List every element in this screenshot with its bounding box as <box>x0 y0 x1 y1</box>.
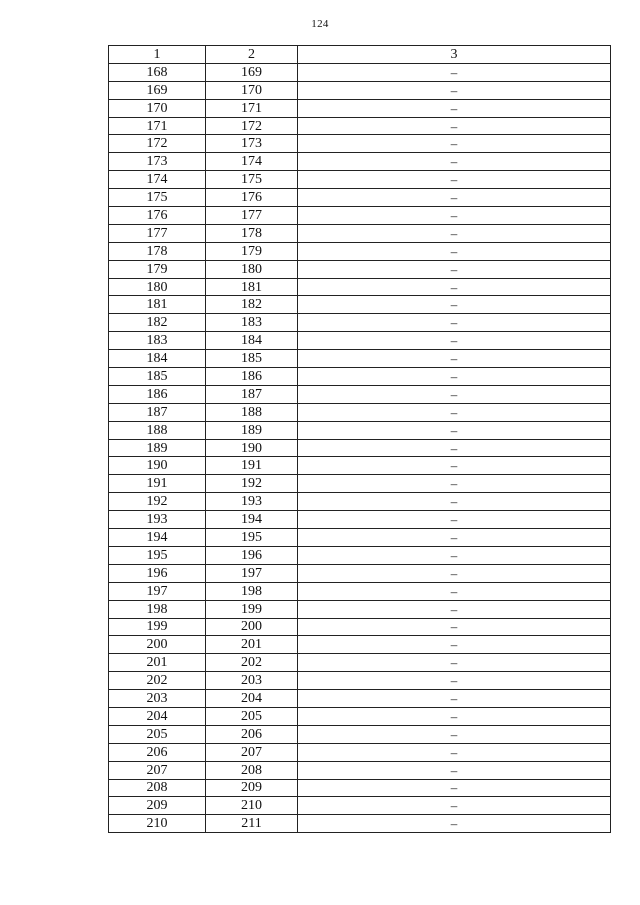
table-row <box>109 511 611 529</box>
table-cell-col-3: – <box>298 171 611 189</box>
table-cell-col-2: 201 <box>206 636 298 654</box>
table-cell-col-3: – <box>298 600 611 618</box>
table-cell-col-1: 174 <box>109 171 206 189</box>
table-cell-col-1: 188 <box>109 421 206 439</box>
table-cell-col-2: 169 <box>206 63 298 81</box>
table-cell-col-1: 191 <box>109 475 206 493</box>
page-number: 124 <box>311 18 329 30</box>
table-cell-col-3: – <box>298 439 611 457</box>
table-row <box>109 493 611 511</box>
table-cell-col-2: 177 <box>206 207 298 225</box>
table-row <box>109 260 611 278</box>
table-cell-col-2: 208 <box>206 761 298 779</box>
table-cell-col-1: 200 <box>109 636 206 654</box>
table-cell-col-1: 175 <box>109 189 206 207</box>
table-cell-col-2: 207 <box>206 743 298 761</box>
table-cell-col-1: 171 <box>109 117 206 135</box>
table-cell-col-3: – <box>298 815 611 833</box>
table-cell-col-1: 182 <box>109 314 206 332</box>
table-cell-col-1: 181 <box>109 296 206 314</box>
table-cell-col-2: 173 <box>206 135 298 153</box>
table-cell-col-3: – <box>298 332 611 350</box>
table-cell-col-1: 196 <box>109 564 206 582</box>
table-cell-col-2: 184 <box>206 332 298 350</box>
table-cell-col-2: 195 <box>206 529 298 547</box>
table-cell-col-2: 172 <box>206 117 298 135</box>
table-cell-col-3: – <box>298 493 611 511</box>
table-cell-col-1: 203 <box>109 690 206 708</box>
table-cell-col-1: 190 <box>109 457 206 475</box>
table-cell-col-2: 199 <box>206 600 298 618</box>
table-row <box>109 797 611 815</box>
table-cell-col-3: – <box>298 117 611 135</box>
table-cell-col-3: – <box>298 725 611 743</box>
table-cell-col-2: 197 <box>206 564 298 582</box>
table-row <box>109 403 611 421</box>
table-cell-col-1: 208 <box>109 779 206 797</box>
column-header-3: 3 <box>298 46 611 64</box>
table-row <box>109 779 611 797</box>
table-cell-col-3: – <box>298 153 611 171</box>
table-row <box>109 332 611 350</box>
table-cell-col-1: 173 <box>109 153 206 171</box>
table-cell-col-1: 179 <box>109 260 206 278</box>
table-cell-col-3: – <box>298 99 611 117</box>
table-row <box>109 761 611 779</box>
table-row <box>109 600 611 618</box>
table-cell-col-3: – <box>298 475 611 493</box>
table-cell-col-3: – <box>298 135 611 153</box>
table-row <box>109 725 611 743</box>
table-row <box>109 385 611 403</box>
table-row <box>109 654 611 672</box>
table-row <box>109 296 611 314</box>
table-cell-col-1: 169 <box>109 81 206 99</box>
table-cell-col-2: 210 <box>206 797 298 815</box>
table-cell-col-2: 203 <box>206 672 298 690</box>
table-cell-col-2: 179 <box>206 242 298 260</box>
table-header <box>109 46 611 64</box>
table-cell-col-1: 205 <box>109 725 206 743</box>
table-cell-col-2: 193 <box>206 493 298 511</box>
table-cell-col-2: 206 <box>206 725 298 743</box>
table-cell-col-1: 192 <box>109 493 206 511</box>
table-cell-col-2: 180 <box>206 260 298 278</box>
table-row <box>109 63 611 81</box>
table-cell-col-1: 206 <box>109 743 206 761</box>
table-cell-col-2: 204 <box>206 690 298 708</box>
table-cell-col-3: – <box>298 690 611 708</box>
table-row <box>109 171 611 189</box>
table-cell-col-3: – <box>298 314 611 332</box>
table-cell-col-2: 185 <box>206 350 298 368</box>
table-cell-col-3: – <box>298 797 611 815</box>
table-cell-col-2: 205 <box>206 707 298 725</box>
table-cell-col-3: – <box>298 81 611 99</box>
table-row <box>109 439 611 457</box>
table-cell-col-3: – <box>298 189 611 207</box>
table-cell-col-3: – <box>298 529 611 547</box>
table-row <box>109 564 611 582</box>
table-cell-col-2: 176 <box>206 189 298 207</box>
table-row <box>109 278 611 296</box>
header-row <box>109 46 611 64</box>
table-cell-col-1: 202 <box>109 672 206 690</box>
table-cell-col-1: 207 <box>109 761 206 779</box>
table-cell-col-2: 174 <box>206 153 298 171</box>
table-cell-col-1: 185 <box>109 368 206 386</box>
table-row <box>109 815 611 833</box>
table-row <box>109 350 611 368</box>
table-body <box>109 63 611 832</box>
table-row <box>109 690 611 708</box>
table-row <box>109 475 611 493</box>
table-cell-col-3: – <box>298 707 611 725</box>
table-row <box>109 707 611 725</box>
table-cell-col-1: 189 <box>109 439 206 457</box>
table-cell-col-2: 190 <box>206 439 298 457</box>
table-cell-col-2: 192 <box>206 475 298 493</box>
table-row <box>109 529 611 547</box>
table-row <box>109 189 611 207</box>
table-row <box>109 368 611 386</box>
table-cell-col-1: 172 <box>109 135 206 153</box>
table-cell-col-1: 176 <box>109 207 206 225</box>
table-cell-col-1: 184 <box>109 350 206 368</box>
column-header-1: 1 <box>109 46 206 64</box>
table-cell-col-3: – <box>298 242 611 260</box>
table-cell-col-1: 186 <box>109 385 206 403</box>
table-cell-col-3: – <box>298 296 611 314</box>
table-cell-col-1: 180 <box>109 278 206 296</box>
table-cell-col-2: 198 <box>206 582 298 600</box>
table-row <box>109 81 611 99</box>
table-row <box>109 618 611 636</box>
table-cell-col-3: – <box>298 260 611 278</box>
table-cell-col-2: 186 <box>206 368 298 386</box>
table-cell-col-1: 209 <box>109 797 206 815</box>
table-cell-col-3: – <box>298 743 611 761</box>
table-row <box>109 224 611 242</box>
table-cell-col-2: 200 <box>206 618 298 636</box>
table-cell-col-2: 175 <box>206 171 298 189</box>
table-cell-col-1: 170 <box>109 99 206 117</box>
table-cell-col-2: 182 <box>206 296 298 314</box>
table-cell-col-1: 199 <box>109 618 206 636</box>
table-cell-col-3: – <box>298 654 611 672</box>
table-row <box>109 636 611 654</box>
column-header-2: 2 <box>206 46 298 64</box>
table-row <box>109 135 611 153</box>
table-cell-col-3: – <box>298 385 611 403</box>
table-cell-col-3: – <box>298 368 611 386</box>
table-cell-col-3: – <box>298 511 611 529</box>
table-row <box>109 582 611 600</box>
table-row <box>109 242 611 260</box>
table-cell-col-2: 178 <box>206 224 298 242</box>
table-cell-col-3: – <box>298 618 611 636</box>
table-cell-col-2: 209 <box>206 779 298 797</box>
table-row <box>109 314 611 332</box>
table-cell-col-2: 191 <box>206 457 298 475</box>
table-cell-col-2: 189 <box>206 421 298 439</box>
table-cell-col-2: 181 <box>206 278 298 296</box>
table-cell-col-1: 197 <box>109 582 206 600</box>
table-cell-col-1: 177 <box>109 224 206 242</box>
table-cell-col-3: – <box>298 582 611 600</box>
table-row <box>109 546 611 564</box>
table-cell-col-3: – <box>298 403 611 421</box>
data-table <box>108 45 611 833</box>
table-cell-col-1: 178 <box>109 242 206 260</box>
table-row <box>109 117 611 135</box>
table-cell-col-2: 171 <box>206 99 298 117</box>
table-cell-col-1: 194 <box>109 529 206 547</box>
table-row <box>109 743 611 761</box>
table-cell-col-3: – <box>298 546 611 564</box>
table-cell-col-1: 210 <box>109 815 206 833</box>
table-cell-col-1: 204 <box>109 707 206 725</box>
table-cell-col-3: – <box>298 636 611 654</box>
table-row <box>109 99 611 117</box>
table-cell-col-3: – <box>298 779 611 797</box>
table-cell-col-3: – <box>298 207 611 225</box>
table-row <box>109 672 611 690</box>
table-cell-col-2: 183 <box>206 314 298 332</box>
table-cell-col-2: 188 <box>206 403 298 421</box>
table-row <box>109 421 611 439</box>
table-cell-col-3: – <box>298 564 611 582</box>
table-row <box>109 207 611 225</box>
table-cell-col-1: 187 <box>109 403 206 421</box>
table-cell-col-2: 196 <box>206 546 298 564</box>
table-cell-col-1: 195 <box>109 546 206 564</box>
table-cell-col-3: – <box>298 421 611 439</box>
table-cell-col-3: – <box>298 672 611 690</box>
table-cell-col-3: – <box>298 224 611 242</box>
table-row <box>109 153 611 171</box>
table-cell-col-3: – <box>298 63 611 81</box>
table-cell-col-2: 194 <box>206 511 298 529</box>
table-cell-col-2: 170 <box>206 81 298 99</box>
table-cell-col-1: 193 <box>109 511 206 529</box>
table-cell-col-3: – <box>298 278 611 296</box>
table-cell-col-1: 168 <box>109 63 206 81</box>
table-cell-col-3: – <box>298 350 611 368</box>
table-cell-col-3: – <box>298 457 611 475</box>
table-cell-col-3: – <box>298 761 611 779</box>
table-cell-col-1: 201 <box>109 654 206 672</box>
table-cell-col-1: 198 <box>109 600 206 618</box>
table-cell-col-2: 187 <box>206 385 298 403</box>
table-cell-col-2: 211 <box>206 815 298 833</box>
table-cell-col-1: 183 <box>109 332 206 350</box>
table-row <box>109 457 611 475</box>
table-cell-col-2: 202 <box>206 654 298 672</box>
